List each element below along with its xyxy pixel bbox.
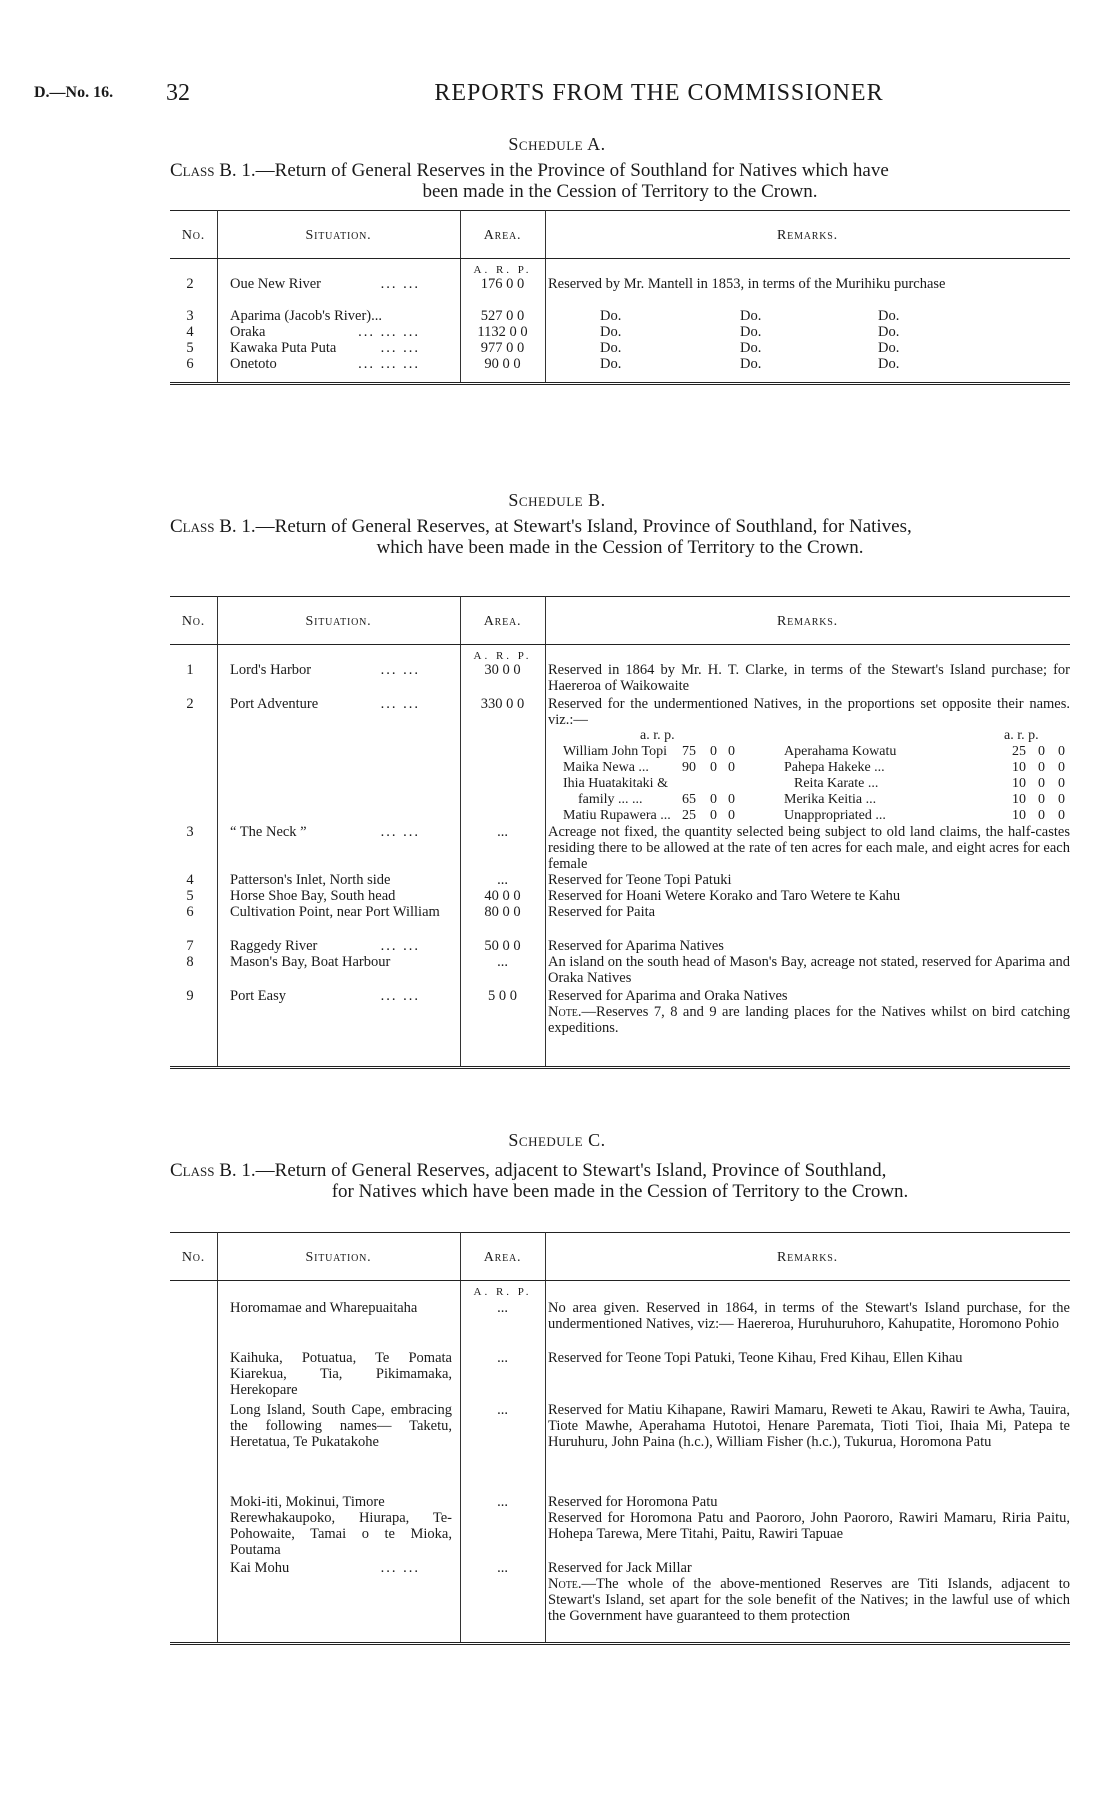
leader-dots: ... ... <box>380 1560 420 1576</box>
area-units: A. R. P. <box>473 1286 532 1298</box>
proportion-name: William John Topi <box>563 744 667 759</box>
table-top-rule <box>170 1232 1070 1233</box>
proportion-name: Matiu Rupawera ... <box>563 808 671 823</box>
row-situation: Port Easy <box>230 988 286 1004</box>
row-area: 330 0 0 <box>480 696 525 712</box>
row-area: ... <box>497 824 508 840</box>
row-situation: Port Adventure <box>230 696 319 712</box>
header-rule <box>170 644 1070 645</box>
row-area: 1132 0 0 <box>477 324 528 340</box>
row-no: 2 <box>186 276 194 292</box>
proportion-name: Reita Karate ... <box>794 776 879 791</box>
class-label: Class <box>170 516 215 537</box>
leader-dots: ... ... <box>380 662 420 678</box>
header-situation: Situation. <box>305 614 372 629</box>
row-area: 80 0 0 <box>484 904 521 920</box>
column-divider <box>545 1232 546 1642</box>
proportion-r: 0 <box>1038 760 1045 775</box>
ditto: Do. <box>600 308 622 324</box>
row-no: 5 <box>186 888 194 904</box>
proportion-a: 10 <box>1012 760 1026 775</box>
proportion-p: 0 <box>728 760 735 775</box>
row-remarks: Reserved for Horomona Patu <box>548 1494 718 1510</box>
row-no: 4 <box>186 872 194 888</box>
row-no: 1 <box>186 662 194 678</box>
proportion-name: Aperahama Kowatu <box>784 744 897 759</box>
row-remarks: Reserved by Mr. Mantell in 1853, in terms of the Murihiku purchase <box>548 276 946 292</box>
class-label: Class <box>170 1160 215 1181</box>
note-label: Note. <box>548 1576 582 1592</box>
ditto: Do. <box>740 308 762 324</box>
leader-dots: ... ... ... <box>358 324 420 340</box>
proportion-p: 0 <box>728 744 735 759</box>
row-area: ... <box>497 1402 508 1418</box>
table-bottom-rule <box>170 1066 1070 1069</box>
ditto: Do. <box>878 308 900 324</box>
schedule-c-heading: Schedule C. <box>508 1130 606 1150</box>
proportion-r: 0 <box>710 792 717 807</box>
proportion-p: 0 <box>1058 744 1065 759</box>
row-remarks: Reserved for Matiu Kihapane, Rawiri Mamaru, Reweti te Akau, Rawiri te Awha, Tauira, Tiote Mawhe, Aperahama Hutotoi, Henare Paremata, Tioti Tioi, Ihaia Mi, Patepa te Huruhuru, John Paina (h.c.), William Fisher (h.c.), Tukurua, Horomona Patu <box>548 1402 1070 1450</box>
row-situation: Onetoto <box>230 356 277 372</box>
proportion-name: Ihia Huatakitaki & <box>563 776 668 791</box>
ditto: Do. <box>600 340 622 356</box>
proportion-a: 10 <box>1012 776 1026 791</box>
ditto: Do. <box>600 324 622 340</box>
proportion-name: Merika Keitia ... <box>784 792 877 807</box>
row-area: ... <box>497 1560 508 1576</box>
leader-dots: ... ... <box>380 276 420 292</box>
row-no: 7 <box>186 938 194 954</box>
proportion-name: Pahepa Hakeke ... <box>784 760 885 775</box>
header-area: Area. <box>483 614 522 629</box>
leader-dots: ... ... <box>380 340 420 356</box>
row-remarks: Reserved for Teone Topi Patuki, Teone Kihau, Fred Kihau, Ellen Kihau <box>548 1350 963 1366</box>
column-divider <box>460 1232 461 1642</box>
row-situation: Horomamae and Wharepuaitaha <box>230 1300 418 1316</box>
header-no: No. <box>181 614 206 629</box>
row-area: 527 0 0 <box>480 308 525 324</box>
row-remarks: An island on the south head of Mason's Bay, acreage not stated, reserved for Aparima and Oraka Natives <box>548 954 1070 986</box>
row-remarks: Reserved for Teone Topi Patuki <box>548 872 732 888</box>
class-label: Class <box>170 160 215 181</box>
schedule-c-note <box>548 1576 1070 1624</box>
page-header <box>34 80 1084 114</box>
proportion-a: 25 <box>682 808 696 823</box>
proportion-name: family ... ... <box>578 792 643 807</box>
header-remarks: Remarks. <box>777 1250 838 1265</box>
schedule-b-table <box>170 596 1070 1076</box>
row-no: 3 <box>186 308 194 324</box>
row-remarks: Reserved for Jack Millar <box>548 1560 692 1576</box>
note-label: Note. <box>548 1004 582 1020</box>
proportion-p: 0 <box>1058 776 1065 791</box>
row-no: 5 <box>186 340 194 356</box>
leader-dots: ... ... <box>380 988 420 1004</box>
subtable-units-left: a. r. p. <box>640 728 675 743</box>
ditto: Do. <box>878 340 900 356</box>
row-remarks: Reserved for Paita <box>548 904 656 920</box>
row-no: 6 <box>186 356 194 372</box>
proportion-p: 0 <box>1058 808 1065 823</box>
proportion-p: 0 <box>1058 760 1065 775</box>
header-no: No. <box>181 1250 206 1265</box>
schedule-b-note <box>548 1004 1070 1036</box>
row-situation: Lord's Harbor <box>230 662 312 678</box>
schedule-a-caption <box>170 160 1070 202</box>
subtable-units-right: a. r. p. <box>1004 728 1039 743</box>
header-area: Area. <box>483 1250 522 1265</box>
area-units: A. R. P. <box>473 264 532 276</box>
row-remarks: Reserved for the undermentioned Natives, in the proportions set opposite their names. viz.:— <box>548 696 1070 728</box>
page-number: 32 <box>166 80 190 106</box>
proportion-r: 0 <box>710 744 717 759</box>
caption-line-1: B. 1.—Return of General Reserves, at Stewart's Island, Province of Southland, for Natives, <box>219 516 912 537</box>
row-situation: Oue New River <box>230 276 322 292</box>
row-area: 5 0 0 <box>488 988 517 1004</box>
header-no: No. <box>181 228 206 243</box>
column-divider <box>217 1232 218 1642</box>
table-bottom-rule <box>170 382 1070 385</box>
proportion-r: 0 <box>1038 744 1045 759</box>
header-remarks: Remarks. <box>777 228 838 243</box>
ditto: Do. <box>878 324 900 340</box>
row-remarks: Reserved for Hoani Wetere Korako and Taro Wetere te Kahu <box>548 888 901 904</box>
row-situation: Patterson's Inlet, North side <box>230 872 391 888</box>
proportion-a: 10 <box>1012 792 1026 807</box>
header-situation: Situation. <box>305 1250 372 1265</box>
header-rule <box>170 258 1070 259</box>
proportion-a: 75 <box>682 744 696 759</box>
row-area: ... <box>497 1494 508 1510</box>
row-area: ... <box>497 1300 508 1316</box>
row-area: 50 0 0 <box>484 938 521 954</box>
schedule-a-heading: Schedule A. <box>508 134 606 154</box>
proportion-p: 0 <box>728 792 735 807</box>
row-area: ... <box>497 872 508 888</box>
row-situation: “ The Neck ” <box>230 824 307 840</box>
proportion-name: Maika Newa ... <box>563 760 649 775</box>
table-top-rule <box>170 210 1070 211</box>
header-rule <box>170 1280 1070 1281</box>
row-area: 30 0 0 <box>484 662 521 678</box>
caption-line-2: which have been made in the Cession of Territory to the Crown. <box>376 537 864 558</box>
schedule-c-table <box>170 1232 1070 1652</box>
note-text: —The whole of the above-mentioned Reserves are Titi Islands, adjacent to Stewart's Island, set apart for the sole benefit of the Natives; in the lawful use of which the Government have guaranteed to them protection <box>548 1576 1070 1624</box>
row-no: 8 <box>186 954 194 970</box>
schedule-a-table <box>170 210 1070 432</box>
row-no: 2 <box>186 696 194 712</box>
ditto: Do. <box>600 356 622 372</box>
row-no: 3 <box>186 824 194 840</box>
column-divider <box>545 596 546 1066</box>
proportion-r: 0 <box>1038 792 1045 807</box>
proportion-r: 0 <box>710 760 717 775</box>
header-remarks: Remarks. <box>777 614 838 629</box>
column-divider <box>217 596 218 1066</box>
proportion-a: 90 <box>682 760 696 775</box>
ditto: Do. <box>878 356 900 372</box>
row-situation: Aparima (Jacob's River)... <box>230 308 382 324</box>
ditto: Do. <box>740 340 762 356</box>
document-reference: D.—No. 16. <box>34 84 114 101</box>
header-situation: Situation. <box>305 228 372 243</box>
leader-dots: ... ... <box>380 938 420 954</box>
note-text: —Reserves 7, 8 and 9 are landing places for the Natives whilst on bird catching expeditions. <box>548 1004 1070 1036</box>
row-remarks: Acreage not fixed, the quantity selected being subject to old land claims, the half-castes residing there to be allowed at the rate of ten acres for each male, and eight acres for each female <box>548 824 1070 872</box>
row-area: 977 0 0 <box>480 340 525 356</box>
row-situation: Kawaka Puta Puta <box>230 340 337 356</box>
row-situation: Long Island, South Cape, embracing the following names— Taketu, Heretatua, Te Pukatakohe <box>230 1402 452 1450</box>
ditto: Do. <box>740 356 762 372</box>
row-area: ... <box>497 1350 508 1366</box>
page-title: REPORTS FROM THE COMMISSIONER <box>434 80 884 106</box>
caption-line-2: been made in the Cession of Territory to the Crown. <box>422 181 818 202</box>
caption-line-1: B. 1.—Return of General Reserves, adjacent to Stewart's Island, Province of Southland, <box>219 1160 887 1181</box>
row-no: 6 <box>186 904 194 920</box>
row-no: 9 <box>186 988 194 1004</box>
row-area: 40 0 0 <box>484 888 521 904</box>
row-no: 4 <box>186 324 194 340</box>
table-top-rule <box>170 596 1070 597</box>
caption-line-2: for Natives which have been made in the Cession of Territory to the Crown. <box>331 1181 909 1202</box>
row-situation: Raggedy River <box>230 938 318 954</box>
proportion-a: 25 <box>1012 744 1026 759</box>
row-area: 90 0 0 <box>484 356 521 372</box>
proportion-r: 0 <box>710 808 717 823</box>
schedule-b-caption <box>170 516 1070 558</box>
proportion-name: Unappropriated ... <box>784 808 886 823</box>
row-situation: Kai Mohu <box>230 1560 290 1576</box>
proportion-r: 0 <box>1038 776 1045 791</box>
row-remarks: Reserved in 1864 by Mr. H. T. Clarke, in terms of the Stewart's Island purchase; for Haereroa of Waikowaite <box>548 662 1070 694</box>
leader-dots: ... ... ... <box>358 356 420 372</box>
leader-dots: ... ... <box>380 696 420 712</box>
row-remarks: Reserved for Aparima and Oraka Natives <box>548 988 788 1004</box>
leader-dots: ... ... <box>380 824 420 840</box>
proportion-a: 65 <box>682 792 696 807</box>
schedule-b-heading: Schedule B. <box>508 490 606 510</box>
row-area: ... <box>497 954 508 970</box>
caption-line-1: B. 1.—Return of General Reserves in the Province of Southland for Natives which have <box>219 160 889 181</box>
row-remarks: No area given. Reserved in 1864, in terms of the Stewart's Island purchase, for the undermentioned Natives, viz:— Haereroa, Huruhuruhoro, Kahupatite, Horomono Pohio <box>548 1300 1070 1332</box>
area-units: A. R. P. <box>473 650 532 662</box>
row-situation: Rerewhakaupoko, Hiurapa, Te-Pohowaite, Tamai o te Mioka, Poutama <box>230 1510 452 1558</box>
proportion-a: 10 <box>1012 808 1026 823</box>
header-area: Area. <box>483 228 522 243</box>
row-remarks: Reserved for Aparima Natives <box>548 938 724 954</box>
row-remarks: Reserved for Horomona Patu and Paororo, John Paororo, Rawiri Mamaru, Riria Paitu, Hohepa Tarewa, Mere Titahi, Paitu, Rawiri Tapuae <box>548 1510 1070 1542</box>
row-area: 176 0 0 <box>480 276 525 292</box>
row-situation: Horse Shoe Bay, South head <box>230 888 396 904</box>
proportion-r: 0 <box>1038 808 1045 823</box>
proportion-p: 0 <box>728 808 735 823</box>
row-situation: Moki-iti, Mokinui, Timore <box>230 1494 385 1510</box>
row-situation: Cultivation Point, near Port William <box>230 904 440 920</box>
ditto: Do. <box>740 324 762 340</box>
proportion-p: 0 <box>1058 792 1065 807</box>
row-situation: Mason's Bay, Boat Harbour <box>230 954 391 970</box>
table-bottom-rule <box>170 1642 1070 1645</box>
row-situation: Kaihuka, Potuatua, Te Pomata Kiarekua, Tia, Pikimamaka, Herekopare <box>230 1350 452 1398</box>
row-situation: Oraka <box>230 324 266 340</box>
schedule-c-caption <box>170 1160 1070 1202</box>
